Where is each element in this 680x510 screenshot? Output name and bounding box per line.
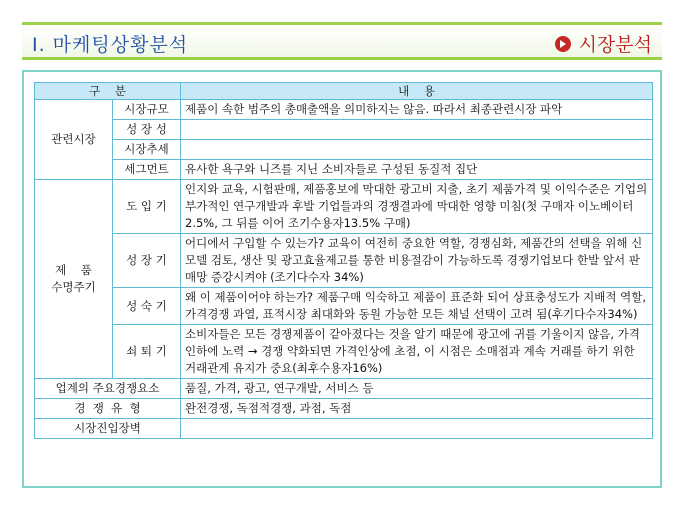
row-label: 성 장 성 bbox=[113, 120, 181, 140]
group-lifecycle-label bbox=[35, 180, 113, 379]
row-label: 시장추세 bbox=[113, 140, 181, 160]
row-content: 제품이 속한 범주의 총매출액을 의미하지는 않음. 따라서 최종관련시장 파악 bbox=[181, 100, 653, 120]
row-content bbox=[181, 419, 653, 439]
row-label: 도 입 기 bbox=[113, 180, 181, 234]
page-title: Ⅰ. 마케팅상황분석 bbox=[32, 34, 189, 56]
row-content: 왜 이 제품이어야 하는가? 제품구매 익숙하고 제품이 표준화 되어 상표충성도가 지배적 역할, 가격경쟁 과열, 표적시장 최대화와 동원 가능한 모든 채널 선택이 고려 됨(후기다수자34%) bbox=[181, 288, 653, 325]
market-analysis-table bbox=[34, 82, 653, 439]
table-header-row bbox=[35, 83, 653, 100]
row-content: 인지와 교육, 시험판매, 제품홍보에 막대한 광고비 지출, 초기 제품가격 및 이익수준은 기업의 부가적인 연구개발과 후발 기업들과의 경쟁결과에 막대한 영향 미침(첫 구매자 이노베이터2.5%, 그 뒤를 이어 조기수용자13.5% 구매) bbox=[181, 180, 653, 234]
row-label: 시장규모 bbox=[113, 100, 181, 120]
row-content bbox=[181, 140, 653, 160]
table-row bbox=[35, 140, 653, 160]
table-row bbox=[35, 100, 653, 120]
row-label: 성 숙 기 bbox=[113, 288, 181, 325]
group-lifecycle-label-line1: 제 품 bbox=[55, 263, 92, 277]
header-category: 구 분 bbox=[35, 83, 181, 100]
table-row bbox=[35, 288, 653, 325]
table-row bbox=[35, 325, 653, 379]
group-market-label: 관련시장 bbox=[35, 100, 113, 180]
row-content: 어디에서 구입할 수 있는가? 교육이 여전히 중요한 역할, 경쟁심화, 제품간의 선택을 위해 신모델 검토, 생산 및 광고효율제고를 통한 비용절감이 가능하도록 경쟁기업보다 한발 앞서 판매망 증강시켜야 (조기다수자 34%) bbox=[181, 234, 653, 288]
table-row bbox=[35, 379, 653, 399]
row-content: 소비자들은 모든 경쟁제품이 같아졌다는 것을 알기 때문에 광고에 귀를 기울이지 않음, 가격인하에 노력 → 경쟁 약화되면 가격인상에 초점, 이 시점은 소매점과 계속 거래를 하기 위한 거래관계 유지가 중요(최후수용자16%) bbox=[181, 325, 653, 379]
slide-header bbox=[22, 22, 662, 60]
row-label: 업계의 주요경쟁요소 bbox=[35, 379, 181, 399]
table-row bbox=[35, 234, 653, 288]
content-frame bbox=[22, 70, 662, 488]
row-content: 품질, 가격, 광고, 연구개발, 서비스 등 bbox=[181, 379, 653, 399]
arrow-circle-icon bbox=[555, 36, 571, 52]
table-row bbox=[35, 160, 653, 180]
table-row bbox=[35, 180, 653, 234]
table-row bbox=[35, 419, 653, 439]
row-label: 세그먼트 bbox=[113, 160, 181, 180]
row-label: 시장진입장벽 bbox=[35, 419, 181, 439]
row-content: 유사한 욕구와 니즈를 지닌 소비자들로 구성된 동질적 집단 bbox=[181, 160, 653, 180]
header-content: 내 용 bbox=[181, 83, 653, 100]
row-label: 성 장 기 bbox=[113, 234, 181, 288]
row-label: 쇠 퇴 기 bbox=[113, 325, 181, 379]
table-row bbox=[35, 120, 653, 140]
row-label: 경 쟁 유 형 bbox=[35, 399, 181, 419]
row-content bbox=[181, 120, 653, 140]
group-lifecycle-label-line2: 수명주기 bbox=[51, 280, 96, 294]
table-row bbox=[35, 399, 653, 419]
row-content: 완전경쟁, 독점적경쟁, 과점, 독점 bbox=[181, 399, 653, 419]
section-label-text: 시장분석 bbox=[578, 34, 652, 56]
section-label bbox=[555, 30, 652, 57]
